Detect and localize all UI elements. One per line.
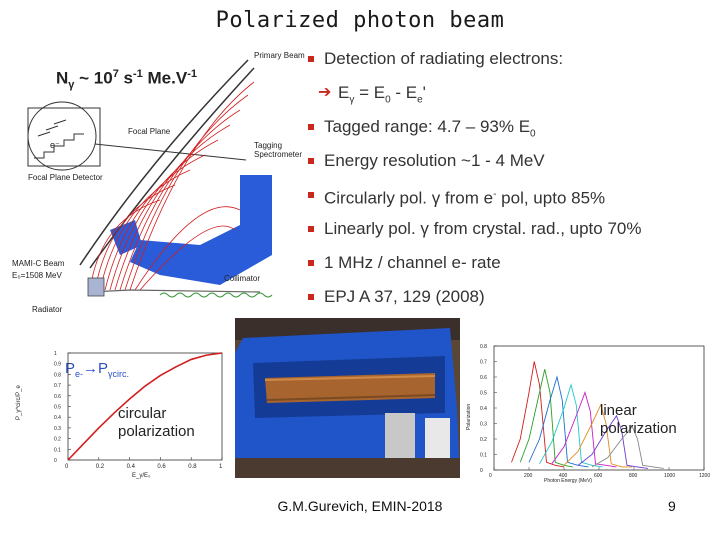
linear-x-tick-label: 400 [559, 473, 568, 479]
page-number: 9 [668, 498, 676, 514]
circular-overlay-label: circular polarization [118, 405, 195, 440]
linear-y-tick-label: 0.6 [480, 375, 487, 381]
mami-beam-label: MAMI-C Beam [12, 259, 65, 268]
circular-xlabel: E_γ/E₀ [132, 473, 151, 479]
arrow-right-icon: ➔ [318, 84, 332, 101]
circular-y-tick-label: 0.3 [54, 425, 61, 432]
bullet-item: Tagged range: 4.7 – 93% $E_0$ [308, 114, 718, 148]
linear-y-tick-label: 0.3 [480, 421, 487, 428]
bullet-dot-icon [308, 260, 314, 266]
apparatus-photo [235, 318, 460, 478]
linear-xlabel: Photon Energy (MeV) [544, 478, 593, 484]
bullet-subitem: ➔ $E_\gamma = E_0 - E_e'$ [308, 80, 718, 114]
slide-title: Polarized photon beam [215, 8, 505, 33]
circular-x-tick-label: 0.4 [126, 464, 135, 470]
bullet-item: EPJ A 37, 129 (2008) [308, 284, 718, 318]
circular-y-tick-label: 0.7 [54, 383, 61, 390]
circular-y-tick-label: 0.5 [54, 404, 61, 411]
linear-y-tick-label: 0.4 [480, 406, 487, 412]
circular-x-tick-label: 0.8 [188, 464, 197, 470]
circular-y-tick-label: 0 [54, 458, 57, 464]
circular-x-tick-label: 0.6 [157, 464, 166, 470]
bullet-dot-icon [308, 56, 314, 62]
linear-y-tick-label: 0.8 [480, 344, 487, 350]
photon-flux-label: $N_\gamma$ ~ $10^7$ $s^{-1}$ $Me.V^{-1}$ [56, 68, 197, 92]
linear-x-tick-label: 0 [489, 473, 492, 479]
circular-y-tick-label: 0.8 [54, 372, 61, 379]
linear-x-tick-label: 600 [594, 473, 603, 479]
spectrometer-label: Spectrometer [254, 150, 303, 159]
circular-plot-title: $P_{e-}\to P_{\gamma circ.}$ [65, 360, 130, 379]
circular-ylabel: P_γ^circ/P_e [16, 385, 22, 420]
primary-beam-label: Primary Beam [254, 51, 305, 60]
bullet-item: Detection of radiating electrons: [308, 46, 718, 80]
collimator-label: Collimator [224, 274, 261, 283]
electron-label: e⁻ [50, 140, 60, 150]
circular-y-tick-label: 0.6 [54, 393, 61, 400]
linear-series-line [512, 362, 565, 467]
circular-y-tick-label: 1 [54, 351, 57, 357]
bullet-dot-icon [308, 226, 314, 232]
circular-y-tick-label: 0.4 [54, 415, 61, 422]
radiator-block [88, 278, 104, 296]
circular-y-tick-label: 0.9 [54, 361, 61, 368]
linear-y-tick-label: 0 [480, 468, 483, 474]
linear-overlay-label: linear polarization [600, 402, 677, 437]
bullet-dot-icon [308, 158, 314, 164]
linear-x-tick-label: 200 [524, 473, 533, 479]
focal-plane-label: Focal Plane [128, 127, 171, 136]
bullet-item: Linearly pol. γ from crystal. rad., upto 70% [308, 216, 718, 250]
linear-x-tick-label: 1000 [664, 473, 676, 479]
linear-x-tick-label: 800 [629, 473, 638, 479]
linear-y-tick-label: 0.7 [480, 359, 487, 366]
bullet-item: Circularly pol. γ from e- pol, upto 85% [308, 182, 718, 216]
radiator-label: Radiator [32, 305, 63, 314]
focal-plane-detector [28, 108, 100, 166]
linear-x-tick-label: 1200 [699, 473, 711, 479]
circular-x-tick-label: 0.2 [95, 464, 105, 470]
beam-energy-label: E₀=1508 MeV [12, 271, 62, 280]
circular-y-tick-label: 0.1 [54, 447, 61, 454]
tagger-diagram [10, 40, 310, 320]
bullet-dot-icon [308, 192, 314, 198]
tagging-label: Tagging [254, 141, 283, 150]
linear-series-line [540, 385, 603, 467]
tagger-magnet [110, 175, 272, 285]
footer-credit: G.M.Gurevich, EMIN-2018 [277, 498, 443, 514]
linear-y-tick-label: 0.1 [480, 452, 487, 459]
bullet-dot-icon [308, 124, 314, 130]
bullet-list [308, 46, 718, 318]
bullet-item: Energy resolution ~1 - 4 MeV [308, 148, 718, 182]
circular-y-tick-label: 0.2 [54, 436, 61, 443]
linear-ylabel: Polarization [466, 403, 472, 430]
circular-x-tick-label: 0 [65, 464, 69, 470]
focal-plane-detector-label: Focal Plane Detector [28, 173, 103, 182]
bullet-item: 1 MHz / channel e- rate [308, 250, 718, 284]
linear-y-tick-label: 0.5 [480, 390, 487, 397]
linear-y-tick-label: 0.2 [480, 437, 487, 443]
bullet-dot-icon [308, 294, 314, 300]
circular-x-tick-label: 1 [219, 464, 223, 470]
